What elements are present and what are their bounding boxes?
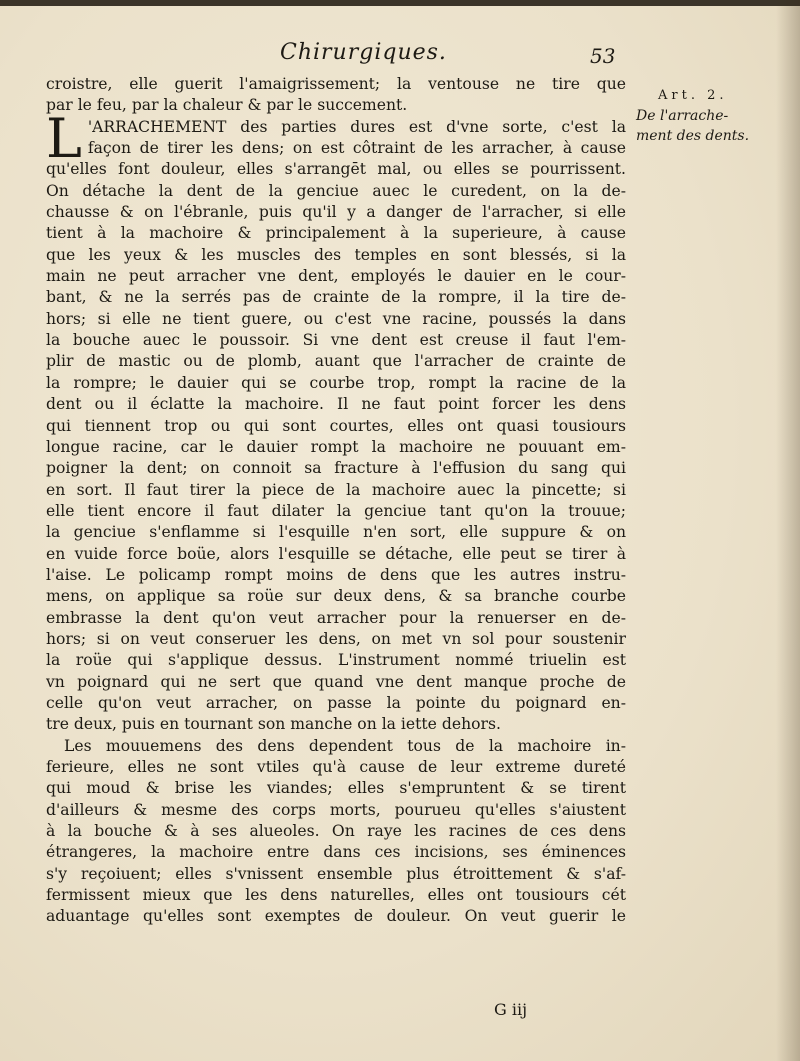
text-line: en sort. Il faut tirer la piece de la machoire auec la pincette; si	[46, 480, 626, 499]
text-line: tre deux, puis en tournant son manche on la iette dehors.	[46, 715, 501, 734]
page-header	[0, 40, 800, 70]
text-line: croistre, elle guerit l'amaigrissement; la ventouse ne tire que	[46, 75, 626, 93]
text-line: fermissent mieux que les dens naturelles, elles ont tousiours cét	[46, 886, 626, 905]
text-line: s'y reçoiuent; elles s'vnissent ensemble plus étroittement & s'af-	[46, 864, 626, 883]
text-line: celle qu'on veut arracher, on passe la pointe du poignard en-	[46, 693, 626, 712]
page-edge-shadow	[776, 0, 800, 1061]
text-line: bant, & ne la serrés pas de crainte de la rompre, il la tire de-	[46, 288, 626, 307]
text-line: main ne peut arracher vne dent, employés le dauier en le cour-	[46, 267, 626, 286]
text-line: la genciue s'enflamme si l'esquille n'en sort, elle suppure & on	[46, 523, 626, 542]
text-line: hors; si on veut conseruer les dens, on met vn sol pour soustenir	[46, 629, 626, 648]
text-line: tient à la machoire & principalement à la superieure, à cause	[46, 224, 626, 243]
text-line: par le feu, par la chaleur & par le succement.	[46, 96, 408, 115]
text-line: qu'elles font douleur, elles s'arrangēt mal, ou elles se pourrissent.	[46, 160, 626, 179]
text-line: étrangeres, la machoire entre dans ces incisions, ses éminences	[46, 843, 626, 862]
margin-note-line: De l'arrache-	[636, 108, 729, 124]
text-line: dent ou il éclatte la machoire. Il ne faut point forcer les dens	[46, 395, 626, 414]
text-line: elle tient encore il faut dilater la genciue tant qu'on la trouue;	[46, 501, 626, 520]
drop-cap: L	[46, 106, 82, 170]
text-line: 'ARRACHEMENT des parties dures est d'vne sorte, c'est la	[87, 117, 626, 136]
text-line: d'ailleurs & mesme des corps morts, pourueu qu'elles s'aiustent	[46, 800, 626, 819]
text-line: en vuide force boüe, alors l'esquille se détache, elle peut se tirer à	[46, 544, 626, 563]
running-title: Chirurgiques.	[280, 40, 447, 65]
text-line: la bouche auec le poussoir. Si vne dent est creuse il faut l'em-	[46, 331, 626, 350]
text-line: plir de mastic ou de plomb, auant que l'arracher de crainte de	[46, 352, 626, 371]
text-line: qui moud & brise les viandes; elles s'empruntent & se tirent	[46, 779, 626, 798]
text-line: poigner la dent; on connoit sa fracture à l'effusion du sang qui	[46, 459, 626, 478]
text-line: la roüe qui s'applique dessus. L'instrument nommé triuelin est	[46, 651, 626, 670]
text-line: Les mouuemens des dens dependent tous de la machoire in-	[64, 736, 626, 755]
text-line: hors; si elle ne tient guere, ou c'est vne racine, poussés la dans	[46, 309, 626, 328]
top-edge-strip	[0, 0, 800, 6]
text-line: On détache la dent de la genciue auec le curedent, on la de-	[46, 181, 626, 200]
text-line: chausse & on l'ébranle, puis qu'il y a danger de l'arracher, si elle	[46, 203, 626, 222]
text-line: embrasse la dent qu'on veut arracher pour la renuerser en de-	[46, 608, 626, 627]
margin-note	[636, 86, 766, 146]
text-line: à la bouche & à ses alueoles. On raye les racines de ces dens	[46, 822, 626, 841]
body-text	[46, 74, 626, 928]
text-line: l'aise. Le policamp rompt moins de dens que les autres instru-	[46, 565, 626, 584]
margin-article-label: Art. 2.	[658, 88, 728, 103]
margin-note-line: ment des dents.	[636, 128, 750, 144]
signature-mark: G iij	[494, 1000, 528, 1019]
text-line: ferieure, elles ne sont vtiles qu'à cause de leur extreme dureté	[46, 758, 626, 776]
text-line: mens, on applique sa roüe sur deux dens, & sa branche courbe	[46, 587, 626, 606]
text-line: aduantage qu'elles sont exemptes de douleur. On veut guerir le	[46, 907, 626, 926]
text-line: vn poignard qui ne sert que quand vne dent manque proche de	[46, 672, 626, 691]
text-line: façon de tirer les dens; on est côtraint de les arracher, à cause	[87, 139, 626, 158]
text-line: longue racine, car le dauier rompt la machoire ne pouuant em-	[46, 437, 626, 456]
text-line: que les yeux & les muscles des temples en sont blessés, si la	[46, 245, 626, 264]
page-number: 53	[590, 44, 616, 68]
text-line: qui tiennent trop ou qui sont courtes, elles ont quasi tousiours	[46, 416, 626, 435]
text-line: la rompre; le dauier qui se courbe trop, rompt la racine de la	[46, 373, 626, 392]
